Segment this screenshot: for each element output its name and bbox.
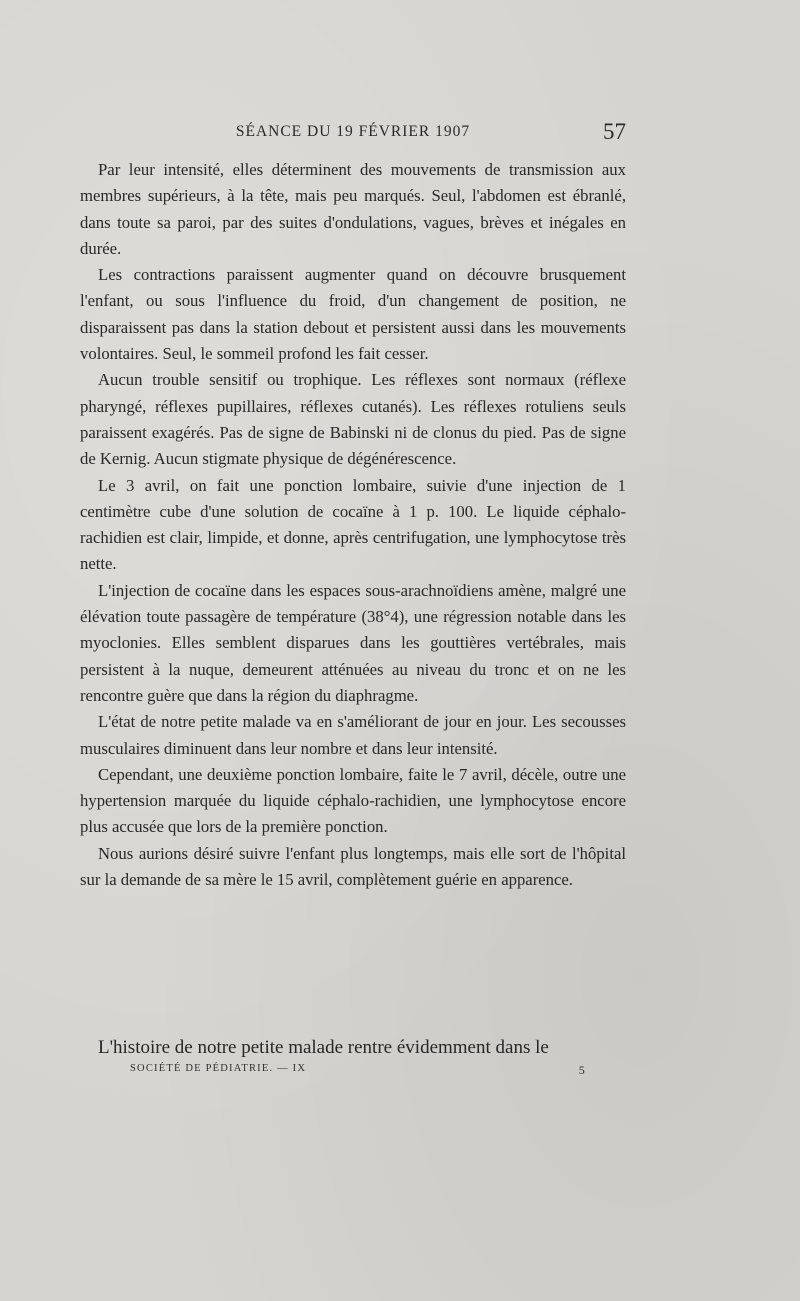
paragraph-discharge: Nous aurions désiré suivre l'enfant plus longtemps, mais elle sort de l'hôpital sur la demande de sa mère le 15 avril, complètement guérie en apparence. bbox=[80, 843, 626, 890]
paragraph-improvement: L'état de notre petite malade va en s'améliorant de jour en jour. Les secousses musculaires diminuent dans leur nombre et dans leur intensité. bbox=[80, 712, 626, 758]
page-number: 57 bbox=[603, 119, 626, 144]
paragraph-contractions: Les contractions paraissent augmenter quand on découvre brusquement l'enfant, ou sous l'influence du froid, d'un changement de position, ne disparaissent pas dans la station debout et persistent aussi dans les mouvements volontaires. Seul, le sommeil profond les fait cesser. bbox=[80, 265, 626, 364]
running-title: SÉANCE DU 19 FÉVRIER 1907 bbox=[235, 123, 471, 140]
paragraph-second-puncture: Cependant, une deuxième ponction lombaire, faite le 7 avril, décèle, outre une hypertension marquée du liquide céphalo-rachidien, une lymphocytose encore plus accusée que lors de la première ponction. bbox=[80, 764, 626, 837]
paragraph-reflexes: Aucun trouble sensitif ou trophique. Les réflexes sont normaux (réflexe pharyngé, réflexes pupillaires, réflexes cutanés). Les réflexes rotuliens seuls paraissent exagérés. Pas de signe de Babinski ni de clonus du pied. Pas de signe de Kernig. Aucun stigmate physique de dégénérescence. bbox=[80, 370, 626, 469]
signature-society: SOCIÉTÉ DE PÉDIATRIE. — IX bbox=[130, 1063, 307, 1074]
paragraph-cocaine-injection: L'injection de cocaïne dans les espaces sous-arachnoïdiens amène, malgré une élévation toute passagère de température (38°4), une régression notable dans les myoclonies. Elles semblent disparues dans les gouttières vertébrales, mais persistent à la nuque, demeurent atténuées au niveau du tronc et on ne les rencontre guère que dans la région du diaphragme. bbox=[80, 580, 626, 705]
conclusion-line: L'histoire de notre petite malade rentre évidemment dans le bbox=[98, 1037, 549, 1058]
paragraph-transmission: Par leur intensité, elles déterminent des mouvements de transmission aux membres supérieurs, à la tête, mais peu marqués. Seul, l'abdomen est ébranlé, dans toute sa paroi, par des suites d'ondulations, vagues, brèves et inégales en durée. bbox=[80, 160, 626, 258]
signature-line bbox=[80, 1063, 626, 1083]
running-head bbox=[80, 119, 626, 153]
signature-number: 5 bbox=[578, 1063, 586, 1077]
body-text bbox=[80, 157, 626, 893]
paragraph-lumbar-puncture: Le 3 avril, on fait une ponction lombaire, suivie d'une injection de 1 centimètre cube d'une solution de cocaïne à 1 p. 100. Le liquide céphalo-rachidien est clair, limpide, et donne, après centrifugation, une lymphocytose très nette. bbox=[80, 475, 626, 574]
